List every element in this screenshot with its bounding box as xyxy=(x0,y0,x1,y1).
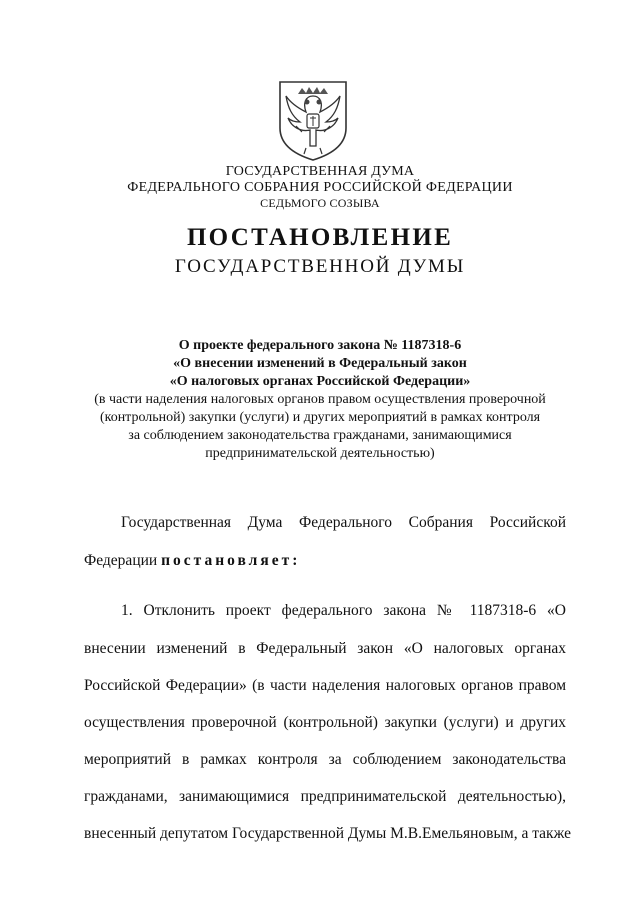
item-1-line-2: внесении изменений в Федеральный закон «О налоговых органах xyxy=(84,640,566,657)
item-1-line-1: 1. Отклонить проект федерального закона № 1187318-6 «О xyxy=(121,602,566,619)
preamble-text: Федерации xyxy=(84,552,162,569)
item-1-line-4: осуществления проверочной (контрольной) закупки (услуги) и других xyxy=(84,714,566,731)
preamble-line-1: Государственная Дума Федерального Собрания Российской xyxy=(121,514,566,531)
title-line-4: (в части наделения налоговых органов правом осуществления проверочной xyxy=(94,392,546,407)
resolves-keyword: постановляет: xyxy=(161,552,301,569)
title-line-1: О проекте федерального закона № 1187318-6 xyxy=(178,338,462,353)
org-name-line-1: ГОСУДАРСТВЕННАЯ ДУМА xyxy=(225,164,415,179)
item-1-line-5: мероприятий в рамках контроля за соблюдением законодательства xyxy=(84,751,566,768)
item-1-line-3: Российской Федерации» (в части наделения налоговых органов правом xyxy=(84,677,566,694)
title-line-3: «О налоговых органах Российской Федерации» xyxy=(169,374,471,389)
document-type-heading: ПОСТАНОВЛЕНИЕ xyxy=(186,224,454,251)
title-line-5: (контрольной) закупки (услуги) и других мероприятий в рамках контроля xyxy=(99,410,541,425)
preamble-line-2 xyxy=(84,552,566,570)
title-line-2: «О внесении изменений в Федеральный закон xyxy=(173,356,467,371)
document-type-subheading: ГОСУДАРСТВЕННОЙ ДУМЫ xyxy=(174,256,466,277)
item-1-line-6: гражданами, занимающимися предпринимательской деятельностью), xyxy=(84,788,566,805)
title-line-6: за соблюдением законодательства гражданами, занимающимися xyxy=(128,428,512,443)
russian-coat-of-arms-icon xyxy=(276,76,350,162)
org-name-line-2: ФЕДЕРАЛЬНОГО СОБРАНИЯ РОССИЙСКОЙ ФЕДЕРАЦИИ xyxy=(127,180,513,195)
title-line-7: предпринимательской деятельностью) xyxy=(205,446,435,461)
item-1-line-7: внесенный депутатом Государственной Думы М.В.Емельяновым, а также xyxy=(84,825,571,842)
convocation-line: СЕДЬМОГО СОЗЫВА xyxy=(260,196,380,210)
